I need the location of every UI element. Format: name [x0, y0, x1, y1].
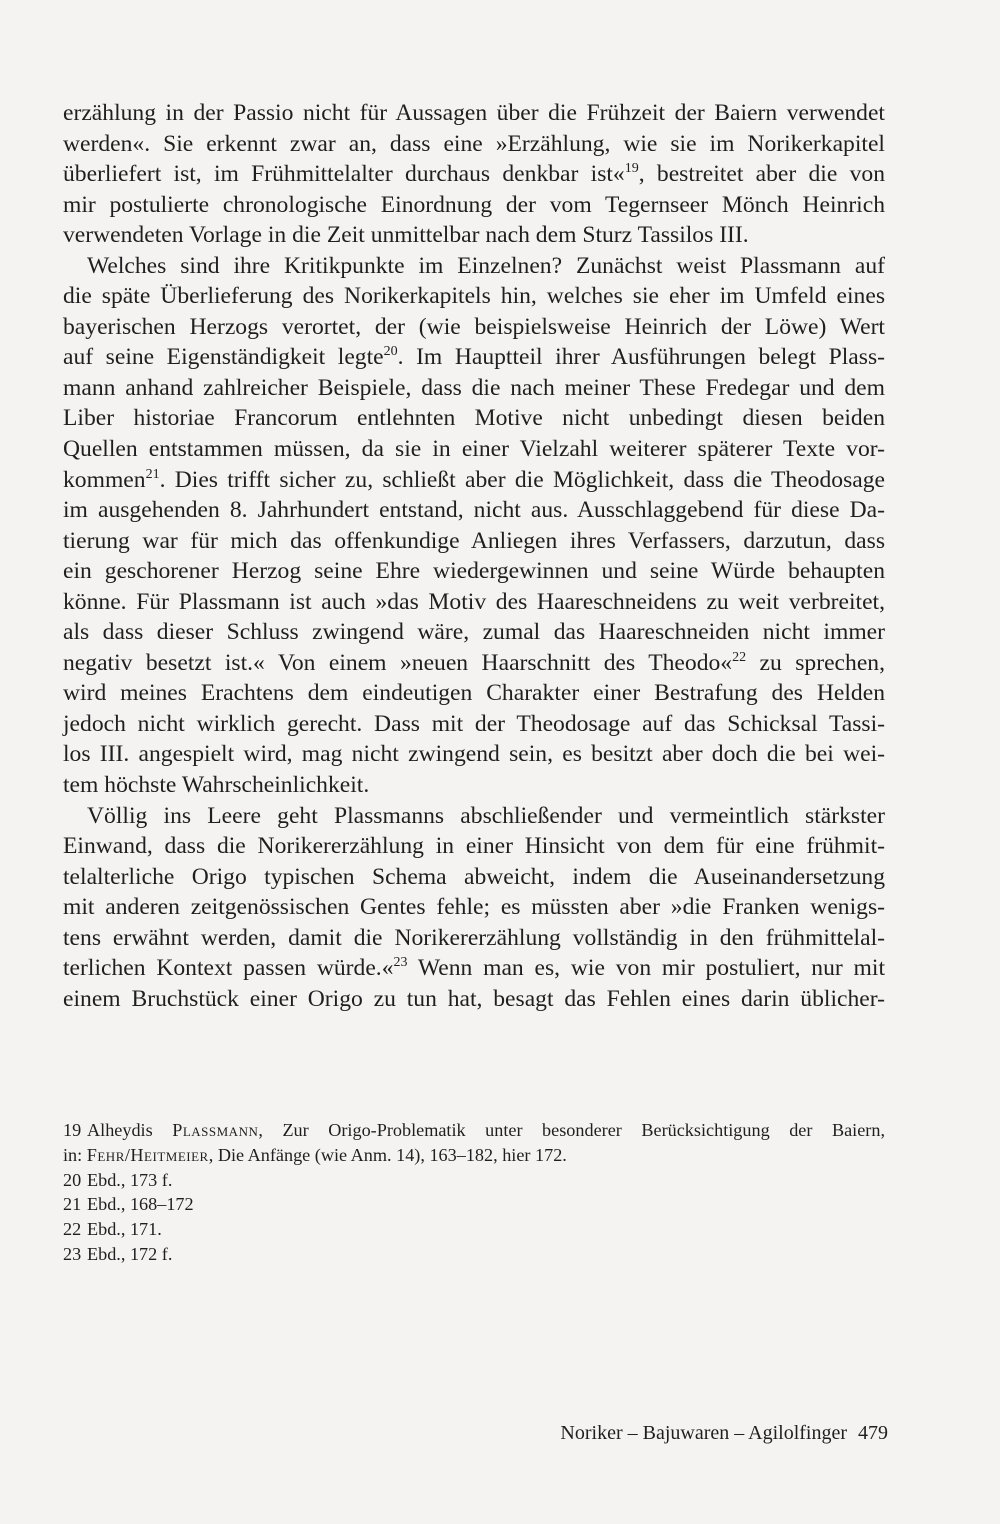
text-line: werden«. Sie erkennt zwar an, dass eine »Erzählung, wie sie im Norikerkapitel: [63, 130, 885, 157]
text-line: negativ besetzt ist.« Von einem »neuen Haarschnitt des Theodo«$^{22}$ zu sprechen,: [63, 649, 885, 676]
author-name: Plassmann: [172, 1120, 259, 1140]
text-line: die späte Überlieferung des Norikerkapitels hin, welches sie eher im Umfeld eines: [63, 283, 885, 310]
text-line: terlichen Kontext passen würde.«$^{23}$ Wenn man es, wie von mir postuliert, nur mit: [63, 955, 886, 982]
text-line: telalterliche Origo typischen Schema abweicht, indem die Auseinandersetzung: [63, 863, 885, 890]
text-line: auf seine Eigenständigkeit legte$^{20}$. Im Hauptteil ihrer Ausführungen belegt Plass-: [63, 344, 885, 371]
text-line: Quellen entstammen müssen, da sie in einer Vielzahl weiterer späterer Texte vor-: [63, 436, 885, 463]
text-line: Völlig ins Leere geht Plassmanns abschließender und vermeintlich stärkster: [87, 802, 885, 829]
footnote-21: 21 Ebd., 168–172: [63, 1192, 885, 1217]
footnote-19-continuation: in: Fehr/Heitmeier, Die Anfänge (wie Anm. 14), 163–182, hier 172.: [63, 1144, 567, 1165]
text-line: wird meines Erachtens dem eindeutigen Charakter einer Bestrafung des Helden: [63, 680, 885, 707]
footnote-ref-20[interactable]: 20: [383, 344, 398, 360]
running-title: Noriker – Bajuwaren – Agilolfinger: [560, 1422, 847, 1444]
footnote-19: 19 Alheydis Plassmann, Zur Origo-Problematik unter besonderer Berücksichtigung der Baiern,: [63, 1118, 885, 1143]
text-line: Einwand, dass die Norikererzählung in einer Hinsicht von dem für eine frühmit-: [63, 833, 885, 860]
footnote-20: 20 Ebd., 173 f.: [63, 1168, 885, 1193]
footnote-ref-22[interactable]: 22: [732, 649, 747, 665]
page-number: 479: [858, 1422, 888, 1444]
footnote-number: 23: [63, 1243, 82, 1264]
main-text: [63, 98, 885, 1014]
text-line: mann anhand zahlreicher Beispiele, dass die nach meiner These Fredegar und dem: [63, 374, 885, 401]
text-line: mit anderen zeitgenössischen Gentes fehle; es müssten aber »die Franken wenigs-: [63, 894, 885, 921]
text-line: könne. Für Plassmann ist auch »das Motiv des Haareschneidens zu weit verbreitet,: [63, 588, 885, 615]
text-line: als dass dieser Schluss zwingend wäre, zumal das Haareschneiden nicht immer: [63, 619, 885, 646]
editor-names: Fehr/Heitmeier: [86, 1144, 209, 1165]
text-line: überliefert ist, im Frühmittelalter durchaus denkbar ist«$^{19}$, bestreitet aber die von: [63, 161, 885, 188]
text-line: tens erwähnt werden, damit die Norikererzählung vollständig in den frühmittelal-: [63, 924, 885, 951]
text-line: los III. angespielt wird, mag nicht zwingend sein, es besitzt aber doch die bei wei-: [63, 741, 885, 768]
text-line: tierung war für mich das offenkundige Anliegen ihres Verfassers, darzutun, dass: [63, 527, 885, 554]
text-line: ein geschorener Herzog seine Ehre wiedergewinnen und seine Würde behaupten: [63, 558, 885, 585]
footnote-23: 23 Ebd., 172 f.: [63, 1242, 885, 1267]
running-footer: [560, 1420, 888, 1446]
footnotes: [63, 1118, 885, 1267]
text-line: einem Bruchstück einer Origo zu tun hat, besagt das Fehlen eines darin üblicher-: [63, 985, 885, 1012]
footnote-number: 20: [63, 1169, 82, 1190]
footnote-number: 19: [63, 1120, 82, 1140]
footnote-22: 22 Ebd., 171.: [63, 1217, 885, 1242]
text-line: verwendeten Vorlage in die Zeit unmittelbar nach dem Sturz Tassilos III.: [63, 222, 749, 249]
text-line: bayerischen Herzogs verortet, der (wie beispielsweise Heinrich der Löwe) Wert: [63, 313, 885, 340]
text-line: erzählung in der Passio nicht für Aussagen über die Frühzeit der Baiern verwendet: [63, 100, 885, 126]
footnote-number: 22: [63, 1219, 82, 1240]
text-line: Liber historiae Francorum entlehnten Motive nicht unbedingt diesen beiden: [63, 405, 885, 432]
footnote-ref-23[interactable]: 23: [393, 955, 408, 971]
text-line: kommen$^{21}$. Dies trifft sicher zu, schließt aber die Möglichkeit, dass die Theodosage: [63, 466, 885, 493]
text-line: mir postulierte chronologische Einordnung der vom Tegernseer Mönch Heinrich: [63, 191, 885, 218]
footnote-number: 21: [63, 1194, 82, 1215]
text-line: tem höchste Wahrscheinlichkeit.: [63, 772, 370, 799]
text-line: im ausgehenden 8. Jahrhundert entstand, nicht aus. Ausschlaggebend für diese Da-: [63, 497, 885, 524]
text-line: jedoch nicht wirklich gerecht. Dass mit der Theodosage auf das Schicksal Tassi-: [63, 710, 885, 737]
text-line: Welches sind ihre Kritikpunkte im Einzelnen? Zunächst weist Plassmann auf: [87, 252, 885, 279]
footnote-ref-19[interactable]: 19: [624, 161, 639, 177]
footnote-ref-21[interactable]: 21: [145, 466, 160, 482]
